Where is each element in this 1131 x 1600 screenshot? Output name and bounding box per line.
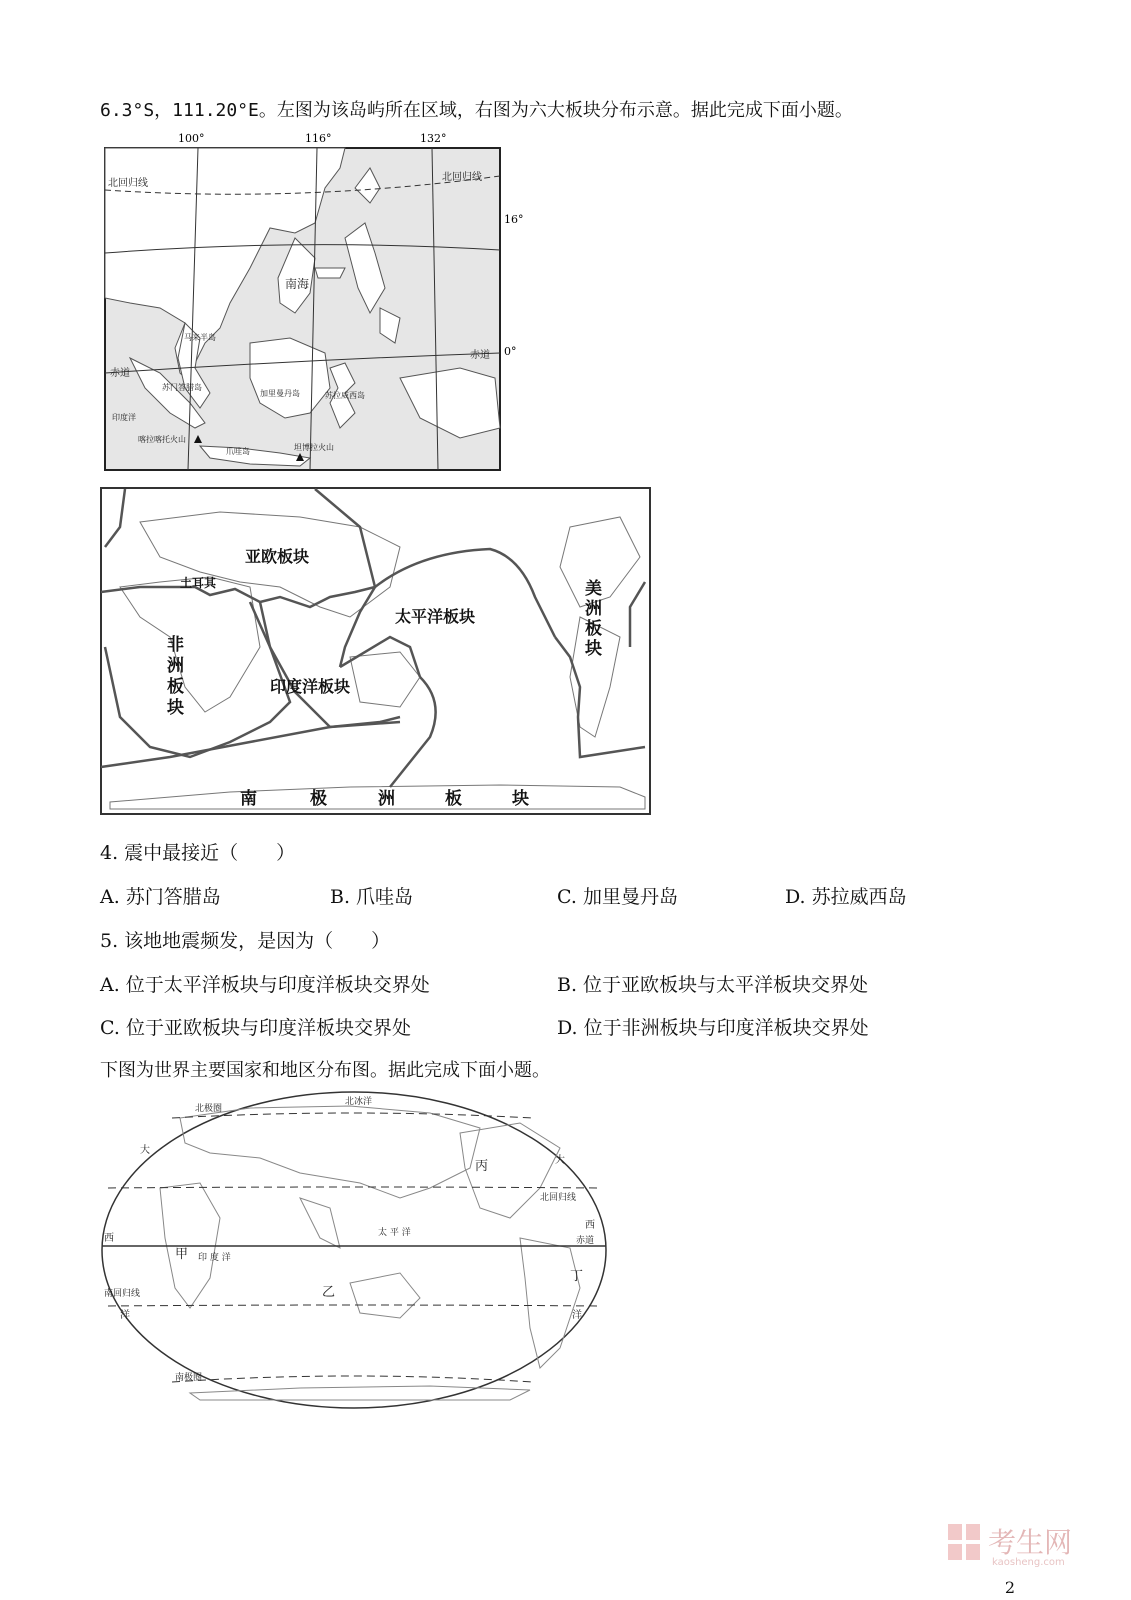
java-label: 爪哇岛: [226, 447, 250, 456]
watermark-text: 考生网: [988, 1526, 1073, 1559]
tropic-north-label: 北回归线: [540, 1193, 577, 1203]
antarctic-plate-label-4: 板: [445, 789, 462, 809]
ding-label: 丁: [570, 1269, 584, 1284]
arctic-ocean-label: 北冰洋: [345, 1097, 373, 1107]
american-plate-label-4: 块: [585, 639, 602, 659]
lon-tick-116: 116°: [305, 132, 332, 145]
da-label-left: 大: [140, 1145, 150, 1156]
indian-ocean-plate-label: 印度洋板块: [270, 677, 351, 696]
krakatau-label: 喀拉喀托火山: [138, 435, 186, 444]
tambora-label: 坦博拉火山: [294, 443, 334, 452]
south-china-sea-label: 南海: [285, 277, 310, 291]
question-5-stem: 5. 该地地震频发，是因为（ ）: [100, 930, 391, 952]
lat-tick-16: 16°: [504, 213, 524, 226]
tropic-label-right: 北回归线: [442, 172, 482, 183]
borneo-label: 加里曼丹岛: [260, 389, 300, 398]
question-4-stem: 4. 震中最接近（ ）: [100, 842, 296, 864]
page-number: 2: [1004, 1578, 1015, 1597]
question-4-option-a[interactable]: A. 苏门答腊岛: [100, 886, 221, 908]
bing-label: 丙: [475, 1159, 489, 1174]
pacific-plate-label: 太平洋板块: [395, 607, 476, 626]
question-4-option-c[interactable]: C. 加里曼丹岛: [557, 886, 678, 908]
xi-label-right: 西: [585, 1220, 595, 1231]
watermark-logo: [948, 1518, 1118, 1568]
sulawesi-label: 苏拉威西岛: [325, 391, 365, 400]
antarctic-plate-label-2: 极: [310, 789, 327, 809]
antarctic-plate-label-5: 块: [512, 789, 529, 809]
african-plate-label-1: 非: [167, 635, 184, 655]
lat-tick-0: 0°: [504, 345, 517, 358]
xi-label-left: 西: [104, 1233, 114, 1244]
lon-tick-100: 100°: [178, 132, 205, 145]
eurasian-plate-label: 亚欧板块: [245, 547, 310, 566]
indian-ocean-label: 印度洋: [112, 413, 136, 422]
southeast-asia-map: [100, 128, 524, 474]
logo-icon: [948, 1524, 980, 1560]
jia-label: 甲: [175, 1247, 189, 1262]
equator-label: 赤道: [576, 1236, 595, 1246]
pacific-ocean-label: 太 平 洋: [378, 1228, 411, 1238]
arctic-circle-label: 北极圈: [195, 1104, 223, 1114]
african-plate-label-3: 板: [167, 677, 184, 697]
yang-label-right: 洋: [572, 1310, 582, 1321]
question-5-option-b[interactable]: B. 位于亚欧板块与太平洋板块交界处: [557, 974, 869, 996]
watermark-domain: kaosheng.com: [992, 1557, 1065, 1568]
equator-label-right: 赤道: [470, 350, 490, 361]
question-4-option-d[interactable]: D. 苏拉威西岛: [785, 886, 907, 908]
malay-peninsula-label: 马来半岛: [184, 333, 216, 342]
intro-text: 6.3°S，111.20°E。左图为该岛屿所在区域，右图为六大板块分布示意。据此完成下面小题。: [100, 100, 853, 121]
african-plate-label-4: 块: [167, 698, 184, 718]
question-5-option-c[interactable]: C. 位于亚欧板块与印度洋板块交界处: [100, 1017, 411, 1039]
yi-label: 乙: [322, 1285, 336, 1300]
antarctic-plate-label-1: 南: [240, 789, 257, 809]
lon-tick-132: 132°: [420, 132, 447, 145]
antarctic-circle-label: 南极圈: [175, 1373, 203, 1383]
da-label-right: 大: [555, 1155, 565, 1166]
equator-label-left: 赤道: [110, 368, 130, 379]
intro-2-text: 下图为世界主要国家和地区分布图。据此完成下面小题。: [100, 1060, 550, 1081]
plate-distribution-map: [100, 487, 652, 817]
american-plate-label-2: 洲: [585, 599, 602, 619]
world-map: [100, 1088, 612, 1410]
antarctic-plate-label-3: 洲: [378, 789, 395, 809]
american-plate-label-1: 美: [585, 579, 602, 599]
question-5-option-d[interactable]: D. 位于非洲板块与印度洋板块交界处: [557, 1017, 869, 1039]
african-plate-label-2: 洲: [167, 656, 184, 676]
indian-ocean-label: 印 度 洋: [198, 1253, 231, 1263]
question-5-option-a[interactable]: A. 位于太平洋板块与印度洋板块交界处: [100, 974, 430, 996]
american-plate-label-3: 板: [585, 619, 602, 639]
sumatra-label: 苏门答腊岛: [162, 383, 202, 392]
tropic-south-label: 南回归线: [104, 1289, 141, 1299]
turkey-label: 土耳其: [180, 576, 217, 590]
tropic-label-left: 北回归线: [108, 178, 148, 189]
question-4-option-b[interactable]: B. 爪哇岛: [330, 886, 414, 908]
yang-label-left: 洋: [120, 1310, 130, 1321]
